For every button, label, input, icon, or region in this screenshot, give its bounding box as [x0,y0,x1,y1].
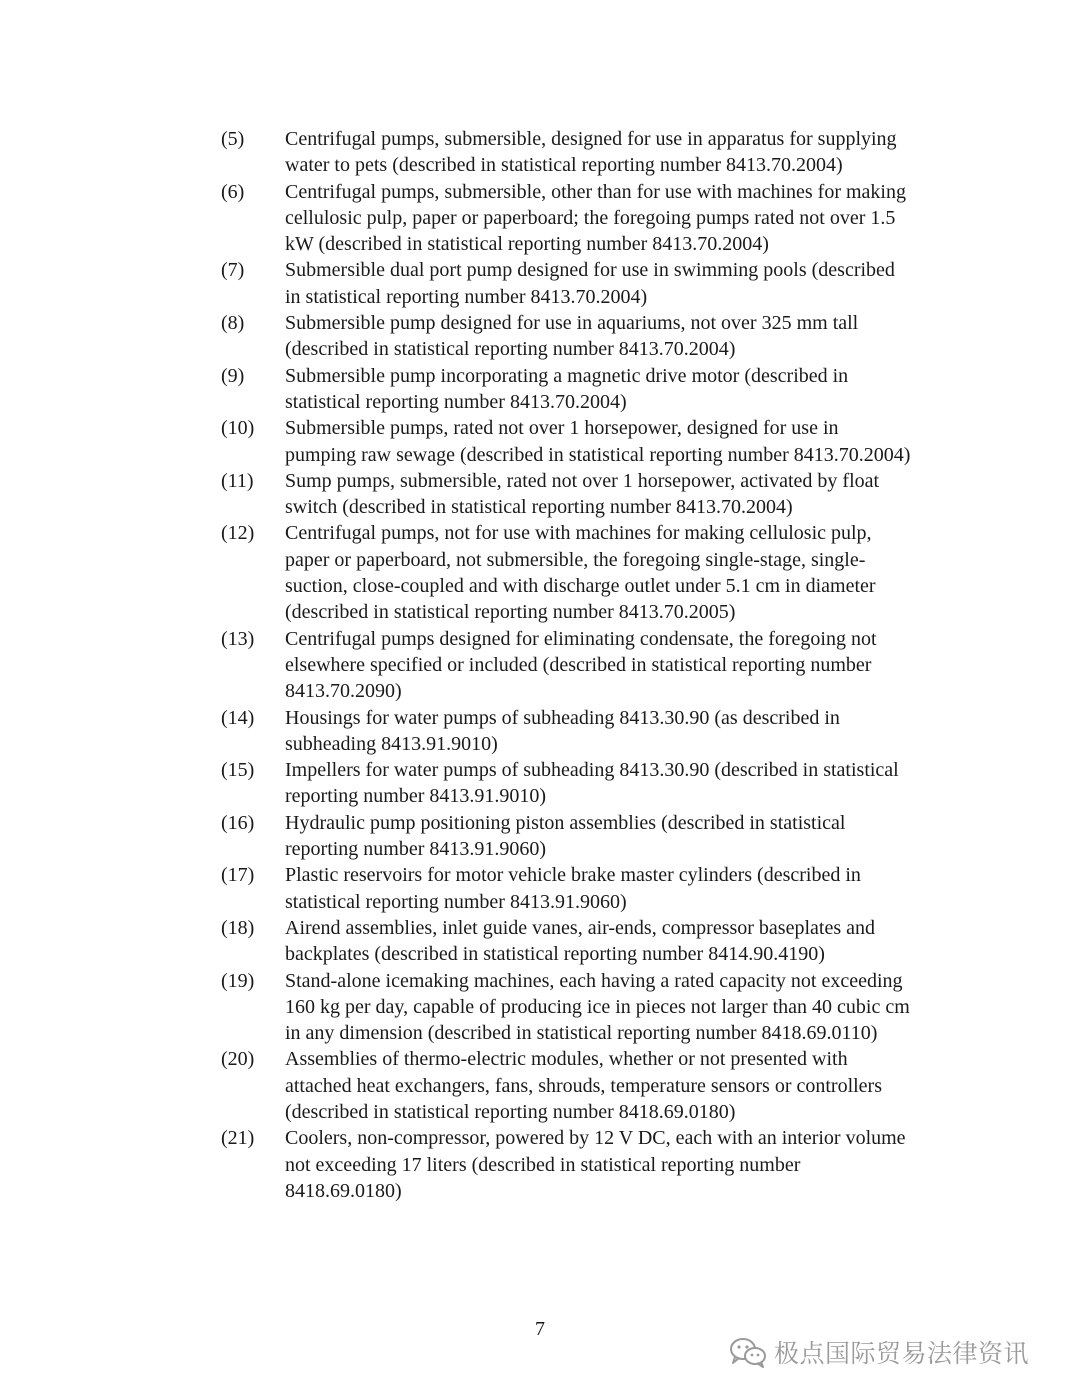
text-line: (described in statistical reporting number 8413.70.2004) [285,338,736,361]
list-item-text [285,1046,961,1125]
text-line: Coolers, non-compressor, powered by 12 V DC, each with an interior volume [285,1127,906,1150]
text-line: 160 kg per day, capable of producing ice in pieces not larger than 40 cubic cm [285,995,910,1018]
list-item-number: (10) [221,417,255,440]
text-line: Submersible dual port pump designed for use in swimming pools (described [285,259,895,282]
list-item [221,468,961,521]
text-line: Hydraulic pump positioning piston assemblies (described in statistical [285,811,846,834]
list-item [221,968,961,1047]
list-item [221,257,961,310]
text-line: Centrifugal pumps, submersible, designed for use in apparatus for supplying [285,128,897,150]
text-line: Submersible pump incorporating a magnetic drive motor (described in [285,364,849,387]
list-item [221,915,961,968]
text-line: Centrifugal pumps, submersible, other than for use with machines for making [285,180,906,203]
list-item-number: (15) [221,759,255,782]
text-line: 8418.69.0180) [285,1179,402,1202]
text-line: reporting number 8413.91.9010) [285,785,547,808]
text-line: Airend assemblies, inlet guide vanes, air-ends, compressor baseplates and [285,916,875,939]
list-item-text [285,968,961,1047]
text-line: water to pets (described in statistical reporting number 8413.70.2004) [285,154,843,177]
text-line: attached heat exchangers, fans, shrouds, temperature sensors or controllers [285,1074,883,1097]
list-item-text [285,468,961,521]
list-item [221,126,961,179]
text-line: statistical reporting number 8413.70.2004) [285,390,627,413]
list-item-text [285,257,961,310]
list-item [221,862,961,915]
list-item-number: (19) [221,969,255,992]
list-item-text [285,126,961,179]
watermark [728,1334,1029,1370]
list-item [221,310,961,363]
text-line: elsewhere specified or included (described in statistical reporting number [285,653,872,676]
text-line: reporting number 8413.91.9060) [285,838,547,861]
text-line: pumping raw sewage (described in statistical reporting number 8413.70.2004) [285,443,911,466]
list-item-number: (5) [221,128,245,150]
text-line: Centrifugal pumps, not for use with machines for making cellulosic pulp, [285,522,872,545]
list-item-number: (14) [221,706,255,729]
text-line: Impellers for water pumps of subheading 8413.30.90 (described in statistical [285,759,899,782]
list-item-text [285,915,961,968]
list-item-text [285,757,961,810]
text-line: suction, close-coupled and with discharge outlet under 5.1 cm in diameter [285,575,876,598]
text-line: backplates (described in statistical reporting number 8414.90.4190) [285,943,825,966]
list-item [221,757,961,810]
list-item-text [285,1125,961,1204]
list-item [221,415,961,468]
list-item-number: (11) [221,469,254,492]
list-item-number: (18) [221,916,255,939]
text-line: Sump pumps, submersible, rated not over 1 horsepower, activated by float [285,469,880,492]
list-item-number: (16) [221,811,255,834]
list-item-number: (6) [221,180,245,203]
list-item-text [285,520,961,625]
list-item-number: (9) [221,364,245,387]
watermark-text: 极点国际贸易法律资讯 [774,1339,1030,1368]
text-line: not exceeding 17 liters (described in statistical reporting number [285,1153,801,1176]
list-item-text [285,179,961,258]
list-item [221,363,961,416]
list-item-number: (20) [221,1048,255,1071]
list-item-text [285,363,961,416]
list-item-text [285,415,961,468]
text-line: in statistical reporting number 8413.70.2004) [285,285,648,308]
text-line: Housings for water pumps of subheading 8413.30.90 (as described in [285,706,840,729]
page-number: 7 [535,1318,545,1340]
list-item [221,626,961,705]
list-item-number: (12) [221,522,255,545]
list-item-text [285,705,961,758]
list-item-number: (17) [221,864,255,887]
text-line: statistical reporting number 8413.91.9060) [285,890,627,913]
text-line: Plastic reservoirs for motor vehicle brake master cylinders (described in [285,864,861,887]
list-item-number: (13) [221,627,255,650]
text-line: cellulosic pulp, paper or paperboard; the foregoing pumps rated not over 1.5 [285,206,896,229]
text-line: Assemblies of thermo-electric modules, whether or not presented with [285,1048,848,1071]
list-item [221,705,961,758]
list-item [221,179,961,258]
text-line: (described in statistical reporting number 8418.69.0180) [285,1100,736,1123]
text-line: switch (described in statistical reporting number 8413.70.2004) [285,496,793,519]
text-line: in any dimension (described in statistical reporting number 8418.69.0110) [285,1022,878,1045]
list-item [221,520,961,625]
text-line: paper or paperboard, not submersible, the foregoing single-stage, single- [285,548,866,571]
list-item-number: (7) [221,259,245,282]
list-item-text [285,810,961,863]
numbered-list [221,126,961,1204]
list-item-number: (8) [221,312,245,335]
list-item-text [285,862,961,915]
text-line: (described in statistical reporting number 8413.70.2005) [285,601,736,624]
text-line: Submersible pumps, rated not over 1 horsepower, designed for use in [285,417,839,440]
list-item-text [285,310,961,363]
text-line: Stand-alone icemaking machines, each having a rated capacity not exceeding [285,969,903,992]
list-item-number: (21) [221,1127,255,1150]
list-item [221,810,961,863]
list-item [221,1125,961,1204]
wechat-icon [728,1336,768,1368]
list-item-text [285,626,961,705]
text-line: 8413.70.2090) [285,680,402,703]
text-line: Centrifugal pumps designed for eliminating condensate, the foregoing not [285,627,877,650]
text-line: kW (described in statistical reporting number 8413.70.2004) [285,233,769,256]
text-line: subheading 8413.91.9010) [285,732,498,755]
list-item [221,1046,961,1125]
text-line: Submersible pump designed for use in aquariums, not over 325 mm tall [285,312,859,335]
